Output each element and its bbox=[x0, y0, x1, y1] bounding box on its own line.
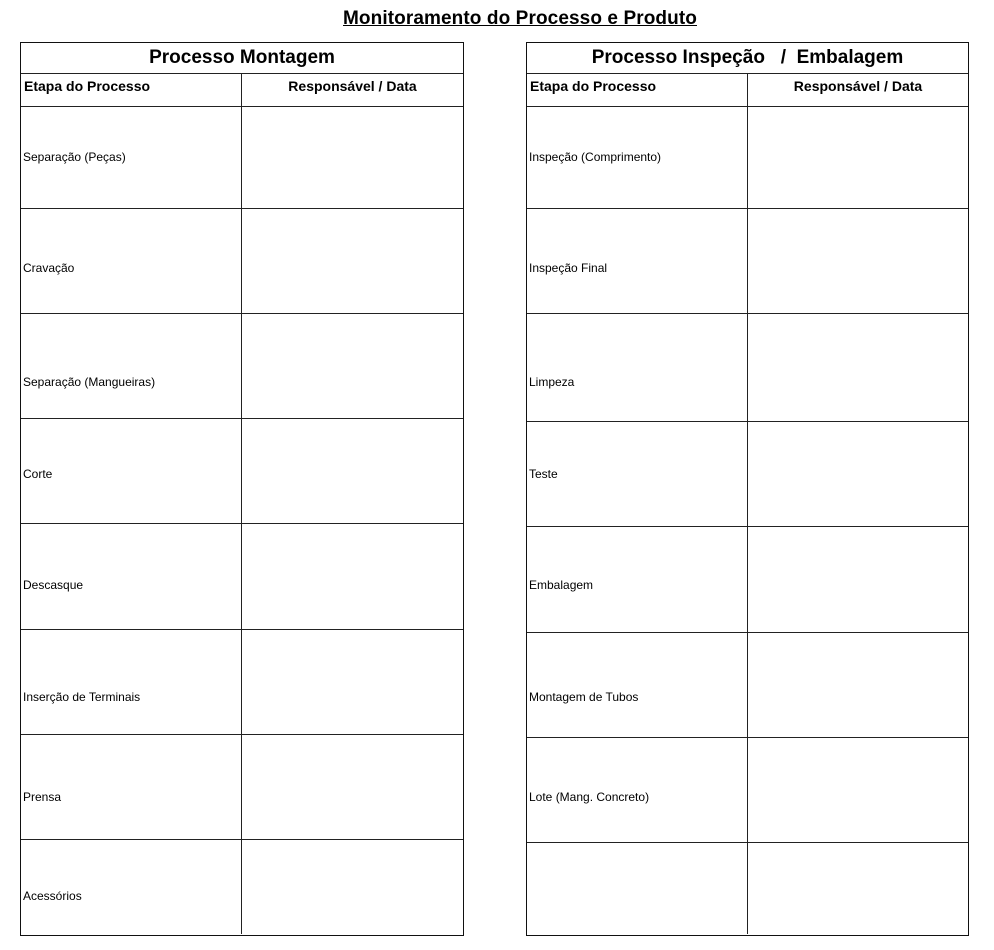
process-inspection-packaging-table bbox=[526, 42, 969, 936]
table-header-row bbox=[21, 74, 463, 107]
responsible-date-cell[interactable] bbox=[242, 630, 463, 734]
step-label: Inspeção (Comprimento) bbox=[529, 150, 662, 164]
responsible-date-cell[interactable] bbox=[242, 419, 463, 523]
step-label: Embalagem bbox=[529, 578, 594, 592]
column-header-step: Etapa do Processo bbox=[527, 74, 748, 106]
responsible-date-cell[interactable] bbox=[242, 840, 463, 934]
step-label: Cravação bbox=[23, 261, 75, 275]
responsible-date-cell[interactable] bbox=[748, 738, 968, 842]
responsible-date-cell[interactable] bbox=[242, 524, 463, 629]
table-row bbox=[527, 633, 968, 738]
column-header-responsible-date: Responsável / Data bbox=[288, 78, 417, 94]
responsible-date-cell[interactable] bbox=[242, 209, 463, 313]
responsible-date-cell[interactable] bbox=[242, 735, 463, 839]
table-header-row bbox=[527, 74, 968, 107]
table-row bbox=[527, 527, 968, 633]
step-label: Prensa bbox=[23, 790, 62, 804]
step-cell bbox=[21, 524, 242, 629]
responsible-date-cell[interactable] bbox=[748, 843, 968, 934]
step-label: Inserção de Terminais bbox=[23, 690, 141, 704]
table-row bbox=[527, 314, 968, 422]
step-cell[interactable] bbox=[527, 843, 748, 934]
responsible-date-cell[interactable] bbox=[242, 314, 463, 418]
table-row bbox=[21, 209, 463, 314]
step-cell bbox=[527, 422, 748, 526]
responsible-date-cell[interactable] bbox=[748, 209, 968, 313]
step-cell bbox=[527, 738, 748, 842]
step-cell bbox=[21, 314, 242, 418]
table-row bbox=[527, 843, 968, 934]
step-cell bbox=[527, 527, 748, 632]
table-row bbox=[527, 422, 968, 527]
table-row bbox=[21, 735, 463, 840]
table-title: Processo Montagem bbox=[21, 43, 463, 74]
step-label: Teste bbox=[529, 467, 558, 481]
table-row bbox=[527, 209, 968, 314]
table-row bbox=[527, 738, 968, 843]
step-cell bbox=[21, 840, 242, 934]
step-cell bbox=[21, 209, 242, 313]
table-row bbox=[527, 107, 968, 209]
step-label: Inspeção Final bbox=[529, 261, 608, 275]
responsible-date-cell[interactable] bbox=[748, 633, 968, 737]
responsible-date-cell[interactable] bbox=[748, 107, 968, 208]
column-header-responsible-date: Responsável / Data bbox=[793, 78, 923, 94]
process-assembly-table bbox=[20, 42, 464, 936]
step-cell bbox=[527, 107, 748, 208]
table-row bbox=[21, 840, 463, 934]
step-cell bbox=[527, 633, 748, 737]
step-label: Lote (Mang. Concreto) bbox=[529, 790, 650, 804]
step-label: Corte bbox=[23, 467, 53, 481]
step-cell bbox=[21, 419, 242, 523]
step-cell bbox=[21, 107, 242, 208]
responsible-date-cell[interactable] bbox=[748, 422, 968, 526]
step-label: Acessórios bbox=[23, 889, 82, 903]
table-row bbox=[21, 630, 463, 735]
responsible-date-cell[interactable] bbox=[748, 314, 968, 421]
table-row bbox=[21, 107, 463, 209]
table-row bbox=[21, 419, 463, 524]
table-row bbox=[21, 314, 463, 419]
step-label: Separação (Mangueiras) bbox=[23, 375, 156, 389]
responsible-date-cell[interactable] bbox=[748, 527, 968, 632]
responsible-date-cell[interactable] bbox=[242, 107, 463, 208]
table-title: Processo Inspeção / Embalagem bbox=[527, 43, 968, 74]
step-label: Separação (Peças) bbox=[23, 150, 126, 164]
step-label: Descasque bbox=[23, 578, 84, 592]
step-cell bbox=[527, 314, 748, 421]
table-row bbox=[21, 524, 463, 630]
document-title: Monitoramento do Processo e Produto bbox=[343, 8, 697, 29]
step-label: Limpeza bbox=[529, 375, 575, 389]
step-cell bbox=[527, 209, 748, 313]
column-header-step: Etapa do Processo bbox=[21, 74, 242, 106]
step-cell bbox=[21, 735, 242, 839]
step-cell bbox=[21, 630, 242, 734]
step-label: Montagem de Tubos bbox=[529, 690, 639, 704]
